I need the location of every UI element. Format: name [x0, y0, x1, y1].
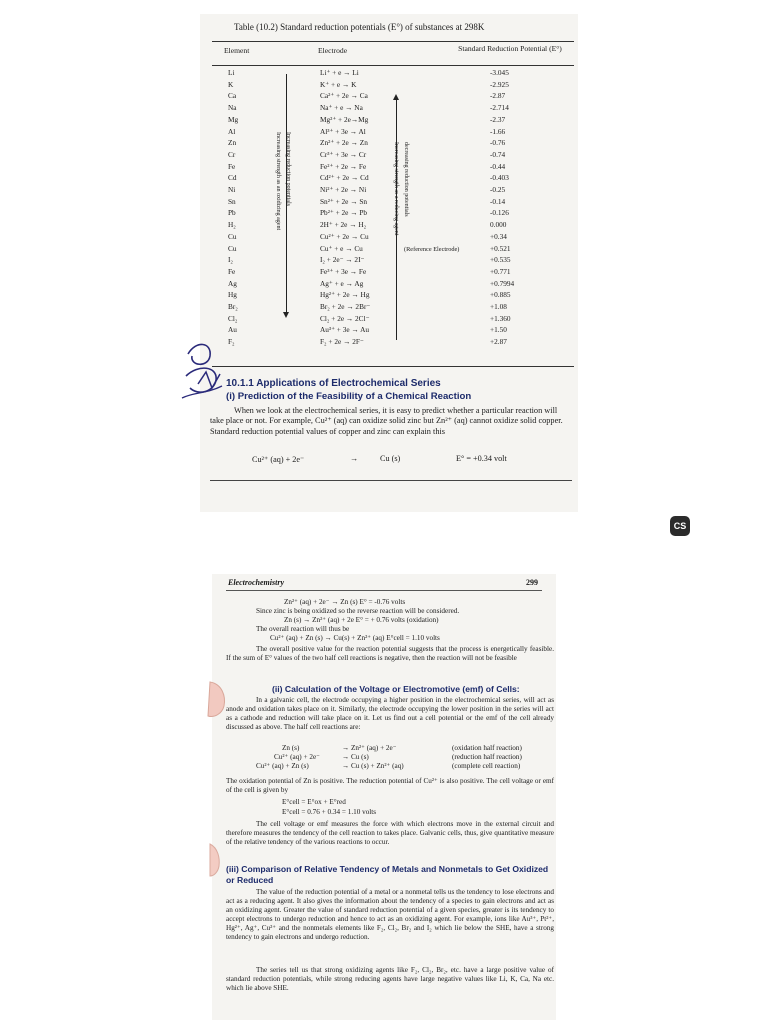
cell-element: Li: [228, 68, 235, 77]
paragraph-oxidation-potential: The oxidation potential of Zn is positive. The reduction potential of Cu²⁺ is also positive. The cell voltage or emf of the cell is given by: [226, 777, 554, 794]
cell-electrode: Fe²⁺ + 2e → Fe: [320, 161, 367, 171]
cell-electrode: Li⁺ + e → Li: [320, 68, 359, 77]
table-row: [200, 90, 578, 102]
cell-element: Cd: [228, 173, 237, 183]
cell-potential: -0.14: [490, 196, 506, 206]
scanned-page-top: [200, 14, 578, 512]
cell-electrode: Ni²⁺ + 2e → Ni: [320, 185, 367, 194]
reducing-agent-label: Increasing strength as a reducing agent: [393, 142, 399, 236]
table-row: [200, 172, 578, 184]
cell-electrode: K⁺ + e → K: [320, 79, 357, 89]
table-row: [200, 126, 578, 138]
table-row: [200, 254, 578, 266]
cell-element: Ni: [228, 185, 236, 194]
cell-potential: -0.74: [490, 149, 506, 159]
half-reaction-3a: Cu²⁺ (aq) + Zn (s): [256, 762, 309, 770]
cell-element: Zn: [228, 138, 237, 148]
cell-element: Au: [228, 325, 237, 335]
reduction-potential-label-left: Increasing reduction potentials: [285, 132, 291, 206]
cell-potential: -0.76: [490, 138, 506, 148]
table-row: [200, 67, 578, 79]
cell-electrode: Ag⁺ + e → Ag: [320, 278, 364, 288]
table-row: [200, 102, 578, 114]
zinc-note: Since zinc is being oxidized so the reverse reaction will be considered.: [256, 607, 460, 615]
cell-electrode: Ca²⁺ + 2e → Ca: [320, 91, 368, 101]
header-electrode: Electrode: [318, 46, 348, 55]
cell-element: Cu: [228, 231, 237, 241]
cell-element: Na: [228, 103, 237, 113]
cell-potential: -3.045: [490, 68, 509, 77]
cell-electrode: Cd²⁺ + 2e → Cd: [320, 173, 369, 183]
cell-potential: -1.66: [490, 126, 506, 136]
cell-electrode: Cu²⁺ + 2e → Cu: [320, 231, 369, 241]
cell-potential: -2.714: [490, 103, 509, 113]
paragraph-oxidizing-agents: The series tell us that strong oxidizing agents like F₂, Cl₂, Br₂, etc. have a large positive value of standard reduction potentials, while strong reducing agents have large negative values like Li, K, Ca, Na etc. which lie above SHE.: [226, 966, 554, 992]
equation-potential: E° = +0.34 volt: [456, 454, 507, 463]
eq-cell-sum: E°cell = E°ox + E°red: [282, 798, 346, 806]
paragraph-reduction-potential: The value of the reduction potential of a metal or a nonmetal tells us the tendency to lose electrons and act as a reducing agent. It also gives the information about the tendency of a species to gain electrons and act as an oxidizing agent. Greater the value of standard reduction potential of a given species, greater is its tendency to accept electrons to undergo reduction and hence to act as an oxidizing agent. For example, ions like Au³⁺, Pt²⁺, Hg²⁺, Ag⁺, Cu²⁺ and the nonmetals elements like F₂, Cl₂, Br₂ and I₂ which lie below the SHE, have a strong tendency to gain electrons and undergo reduction.: [226, 888, 554, 941]
cell-potential: +0.34: [490, 231, 507, 241]
half-reaction-2c: (reduction half reaction): [452, 753, 522, 761]
cell-electrode: Sn²⁺ + 2e → Sn: [320, 196, 368, 206]
cell-element: Al: [228, 126, 236, 136]
cell-electrode: I₂ + 2e⁻ → 2I⁻: [320, 255, 365, 265]
cell-element: Br₂: [228, 302, 238, 311]
table-row: [200, 149, 578, 161]
table-row: [200, 219, 578, 231]
table-row: [200, 301, 578, 313]
header-rule: [226, 590, 542, 591]
half-reaction-3b: → Cu (s) + Zn²⁺ (aq): [342, 762, 404, 770]
cell-element: F₂: [228, 337, 235, 347]
cell-element: Hg: [228, 290, 237, 300]
overall-label: The overall reaction will thus be: [256, 625, 350, 633]
cell-electrode: Br₂ + 2e → 2Br⁻: [320, 302, 371, 311]
paragraph-emf-meaning: The cell voltage or emf measures the force with which electrons move in the external circuit and therefore measures the tendency of the cell reaction to takes place. Galvanic cells, thus, give quantitative measure of the relative tendency of the various reactions to occur.: [226, 820, 554, 846]
cell-electrode: 2H⁺ + 2e → H₂: [320, 220, 367, 230]
cell-electrode: Al³⁺ + 3e → Al: [320, 126, 366, 136]
cell-potential: +0.535: [490, 255, 511, 265]
finger-tip: [206, 680, 228, 720]
cell-potential: -2.37: [490, 114, 506, 124]
finger-tip-lower: [208, 842, 222, 878]
cell-electrode: Fe³⁺ + 3e → Fe: [320, 266, 367, 276]
eq-overall: Cu²⁺ (aq) + Zn (s) → Cu(s) + Zn²⁺ (aq) E°cell = 1.10 volts: [270, 634, 440, 642]
cell-electrode: Cl₂ + 2e → 2Cl⁻: [320, 313, 370, 323]
cell-electrode: Pb²⁺ + 2e → Pb: [320, 208, 368, 218]
table-rule-header: [212, 65, 574, 66]
cell-element: Cr: [228, 149, 236, 159]
page-number: 299: [526, 578, 538, 587]
table-row: [200, 196, 578, 208]
table-rule-top: [212, 41, 574, 42]
table-row: [200, 207, 578, 219]
oxidizing-agent-label: Increasing strength as an oxidizing agent: [275, 132, 281, 231]
cell-potential: +1.50: [490, 325, 507, 335]
table-row: [200, 79, 578, 91]
half-reaction-2a: Cu²⁺ (aq) + 2e⁻: [274, 753, 320, 761]
equation-arrow: →: [350, 454, 359, 463]
section-paragraph: When we look at the electrochemical series, it is easy to predict whether a particular reaction will take place or not. For example, Cu²⁺ (aq) can oxidize solid zinc but Zn²⁺ (aq) cannot oxidize solid copper. Standard reduction potential values of copper and zinc can explain this: [210, 406, 563, 436]
cell-electrode: F₂ + 2e → 2F⁻: [320, 337, 364, 347]
cell-potential: +0.885: [490, 290, 511, 300]
cell-potential: +0.521: [490, 243, 511, 253]
cell-element: K: [228, 79, 234, 89]
eq-cell-value: E°cell = 0.76 + 0.34 = 1.10 volts: [282, 808, 377, 816]
cell-potential: +0.771: [490, 266, 511, 276]
cell-element: Fe: [228, 266, 236, 276]
cell-potential: -0.44: [490, 161, 506, 171]
cell-potential: -2.87: [490, 91, 506, 101]
paragraph-galvanic: In a galvanic cell, the electrode occupying a higher position in the electrochemical series, will act as anode and oxidation takes place on it. Similarly, the electrode occupying the lower position in the series will act as a cathode and reduction will take place on it. Let us find out a cell potential or the emf of the cell already discussed as above. The half cell reactions are:: [226, 696, 554, 731]
section-subheading: (i) Prediction of the Feasibility of a Chemical Reaction: [226, 391, 472, 402]
cell-potential: -2.925: [490, 79, 509, 89]
cell-element: Ag: [228, 278, 237, 288]
cell-element: Mg: [228, 114, 239, 124]
cell-element: I₂: [228, 255, 233, 265]
half-reaction-3c: (complete cell reaction): [452, 762, 521, 770]
cell-potential: +1.360: [490, 313, 511, 323]
table-row: [200, 289, 578, 301]
cell-element: Cl₂: [228, 313, 238, 323]
cell-potential: 0.000: [490, 220, 507, 230]
table-row: [200, 161, 578, 173]
cell-electrode: Na⁺ + e → Na: [320, 103, 363, 113]
cell-potential: -0.403: [490, 173, 509, 183]
cell-electrode: Mg²⁺ + 2e→Mg: [320, 114, 369, 124]
table-row: [200, 243, 578, 255]
table-row: [200, 231, 578, 243]
header-element: Element: [224, 46, 250, 55]
equation-left: Cu²⁺ (aq) + 2e⁻: [252, 455, 305, 464]
half-reaction-1a: Zn (s): [282, 744, 300, 752]
cell-electrode: Zn²⁺ + 2e → Zn: [320, 138, 368, 148]
cell-element: H₂: [228, 220, 236, 230]
camscanner-badge: CS: [670, 516, 690, 536]
table-rule-bottom: [212, 366, 574, 367]
cell-potential: +0.7994: [490, 278, 515, 288]
table-row: [200, 266, 578, 278]
half-reaction-1b: → Zn²⁺ (aq) + 2e⁻: [342, 744, 397, 752]
cell-potential: -0.25: [490, 185, 506, 194]
cell-potential: -0.126: [490, 208, 509, 218]
handwritten-scribble: [176, 336, 246, 416]
table-row: [200, 324, 578, 336]
cell-element: Ca: [228, 91, 237, 101]
cell-electrode: Cr³⁺ + 3e → Cr: [320, 149, 367, 159]
table-row: [200, 278, 578, 290]
scanned-page-bottom: [212, 574, 556, 1020]
eq-zn-oxidation: Zn (s) → Zn²⁺ (aq) + 2e E° = + 0.76 volts (oxidation): [284, 616, 439, 624]
reference-electrode-note: (Reference Electrode): [404, 246, 460, 253]
paragraph-feasibility: The overall positive value for the reaction potential suggests that the process is energetically feasible. If the sum of E° values of the two half cell reactions is negative, then the reaction will not be feasible: [226, 645, 554, 662]
cell-electrode: Hg²⁺ + 2e → Hg: [320, 290, 370, 300]
half-reaction-1c: (oxidation half reaction): [452, 744, 522, 752]
table-row: [200, 184, 578, 196]
running-head: Electrochemistry: [228, 578, 284, 587]
header-potential: Standard Reduction Potential (E°): [458, 44, 562, 53]
table-row: [200, 313, 578, 325]
page-bottom-rule: [210, 480, 572, 481]
half-reaction-2b: → Cu (s): [342, 753, 369, 761]
cell-element: Fe: [228, 161, 236, 171]
cell-potential: +2.87: [490, 337, 507, 347]
equation-product: Cu (s): [380, 454, 401, 463]
table-row: [200, 137, 578, 149]
cell-element: Sn: [228, 196, 236, 206]
eq-zn-reduction: Zn²⁺ (aq) + 2e⁻ → Zn (s) E° = -0.76 volts: [284, 598, 406, 606]
reduction-potential-label-right: decreasing reduction potentials: [403, 142, 409, 217]
heading-comparison: (iii) Comparison of Relative Tendency of Metals and Nonmetals to Get Oxidized or Reduced: [226, 864, 549, 885]
heading-emf: (ii) Calculation of the Voltage or Electromotive (emf) of Cells:: [272, 684, 520, 694]
cell-potential: +1.08: [490, 302, 507, 311]
cell-electrode: Au³⁺ + 3e → Au: [320, 325, 370, 335]
down-arrow-head: [283, 312, 289, 318]
cell-element: Pb: [228, 208, 236, 218]
section-heading: 10.1.1 Applications of Electrochemical Series: [226, 378, 441, 389]
table-title: Table (10.2) Standard reduction potentials (E°) of substances at 298K: [234, 22, 485, 32]
cell-element: Cu: [228, 243, 237, 253]
table-row: [200, 336, 578, 348]
table-row: [200, 114, 578, 126]
cell-electrode: Cu⁺ + e → Cu: [320, 243, 363, 253]
